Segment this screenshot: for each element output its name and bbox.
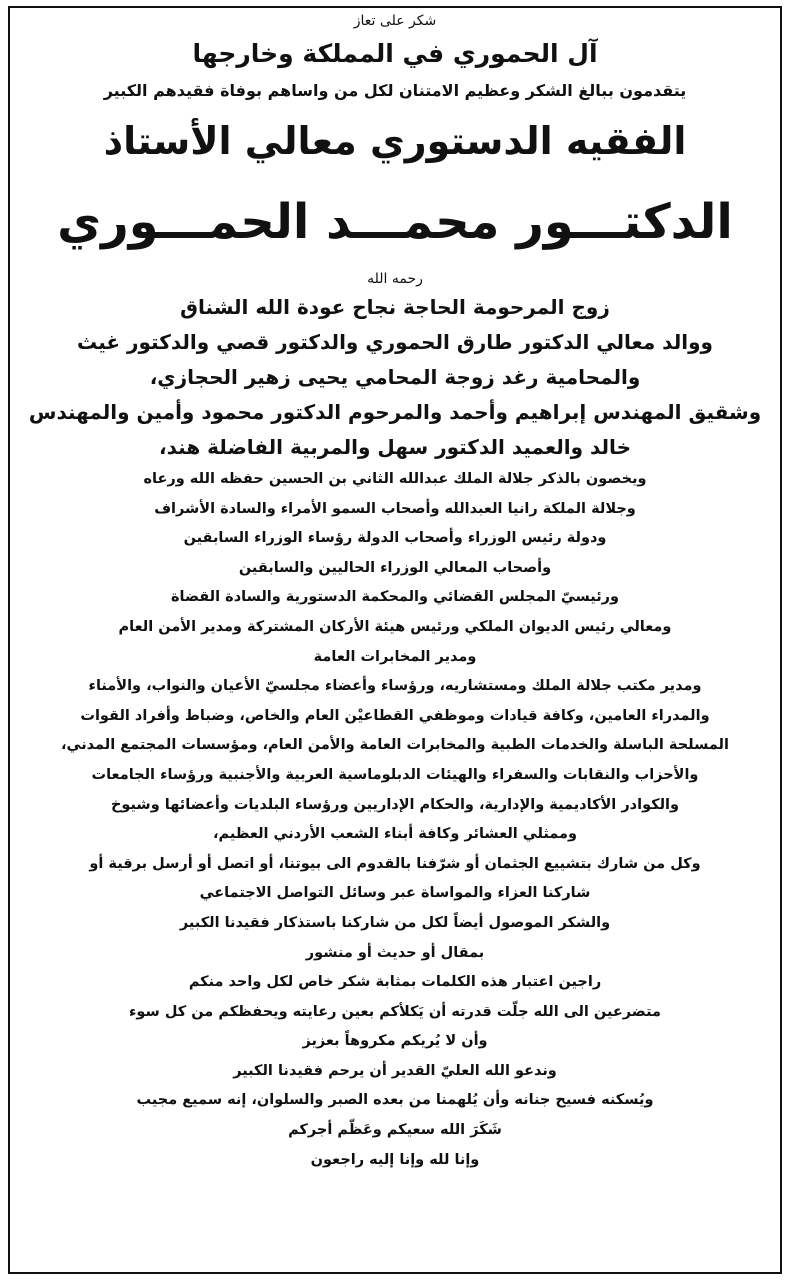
notice-border [8, 6, 782, 1274]
family-line: خالد والعميد الدكتور سهل والمربية الفاضلة هند، [159, 435, 631, 459]
body-line: وكل من شارك بتشييع الجثمان أو شرّفنا بالقدوم الى بيوتنا، أو اتصل أو أرسل برقية أو [89, 855, 701, 872]
body-line: ومدير مكتب جلالة الملك ومستشاريه، ورؤساء وأعضاء مجلسيّ الأعيان والنواب، والأمناء [88, 678, 702, 695]
mercy-text: رحمه الله [367, 271, 423, 287]
body-line: شاركنا العزاء والمواساة عبر وسائل التواصل الاجتماعي [199, 885, 591, 902]
body-line: وجلالة الملكة رانيا العبدالله وأصحاب السمو الأمراء والسادة الأشراف [154, 500, 636, 517]
notice-intro: شكر على تعاز [353, 13, 437, 29]
body-line: شَكَرَ الله سعيكم وعَظّم أجركم [288, 1122, 502, 1139]
family-line: وشقيق المهندس إبراهيم وأحمد والمرحوم الدكتور محمود وأمين والمهندس [28, 400, 762, 424]
body-line: المسلحة الباسلة والخدمات الطبية والمخابرات العامة والأمن العام، ومؤسسات المجتمع المدني، [61, 737, 729, 754]
deceased-title: الفقيه الدستوري معالي الأستاذ [103, 119, 687, 163]
deceased-name: الدكتـــور محمـــد الحمـــوري [57, 194, 733, 250]
family-heading: آل الحموري في المملكة وخارجها [192, 39, 598, 68]
body-text [18, 465, 772, 1175]
body-line: والمدراء العامين، وكافة قيادات وموظفي القطاعيْن العام والخاص، وضباط وأفراد القوات [80, 707, 710, 724]
body-line: ومدير المخابرات العامة [313, 648, 477, 665]
body-line: وأن لا يُريكم مكروهاً بعزيز [302, 1033, 488, 1050]
body-line: وندعو الله العليّ القدير أن يرحم فقيدنا الكبير [233, 1062, 557, 1079]
body-line: وأصحاب المعالي الوزراء الحاليين والسابقين [238, 559, 552, 576]
family-lines [18, 290, 772, 465]
family-line: والمحامية رغد زوجة المحامي يحيى زهير الحجازي، [149, 365, 641, 389]
family-line: زوج المرحومة الحاجة نجاح عودة الله الشناق [180, 295, 610, 319]
body-line: والشكر الموصول أيضاً لكل من شاركنا باستذكار فقيدنا الكبير [179, 914, 611, 931]
body-line: والأحزاب والنقابات والسفراء والهيئات الدبلوماسية العربية والأجنبية ورؤساء الجامعات [91, 766, 699, 783]
body-line: متضرعين الى الله جلّت قدرته أن يَكلأكم بعين رعايته ويحفظكم من كل سوء [129, 1003, 661, 1020]
family-line: ووالد معالي الدكتور طارق الحموري والدكتور قصي والدكتور غيث [77, 330, 713, 354]
body-line: وممثلي العشائر وكافة أبناء الشعب الأردني العظيم، [212, 826, 578, 843]
body-line: وإنا لله وإنا إليه راجعون [310, 1151, 480, 1168]
body-line: ودولة رئيس الوزراء وأصحاب الدولة رؤساء الوزراء السابقين [183, 530, 607, 547]
body-line: ومعالي رئيس الديوان الملكي ورئيس هيئة الأركان المشتركة ومدير الأمن العام [118, 618, 672, 635]
body-line: ويخصون بالذكر جلالة الملك عبدالله الثاني بن الحسين حفظه الله ورعاه [143, 471, 647, 487]
body-line: بمقال أو حديث أو منشور [305, 944, 485, 961]
body-line: ورئيسيّ المجلس القضائي والمحكمة الدستورية والسادة القضاة [170, 589, 620, 606]
body-line: ويُسكنه فسيح جنانه وأن يُلهمنا من بعده الصبر والسلوان، إنه سميع مجيب [136, 1092, 654, 1109]
thanks-line: يتقدمون ببالغ الشكر وعظيم الامتنان لكل من واساهم بوفاة فقيدهم الكبير [103, 81, 687, 100]
body-line: والكوادر الأكاديمية والإدارية، والحكام الإداريين ورؤساء البلديات وأعضائها وشيوخ [110, 796, 680, 813]
body-line: راجين اعتبار هذه الكلمات بمثابة شكر خاص لكل واحد منكم [188, 974, 602, 991]
